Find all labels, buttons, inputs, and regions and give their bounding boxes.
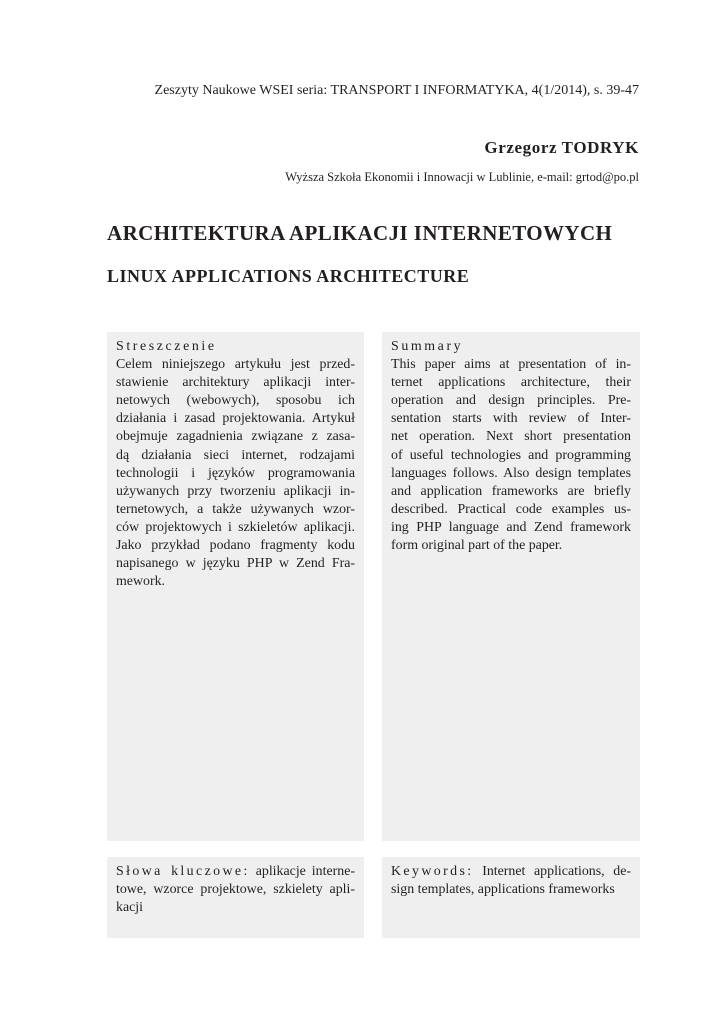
abstract-english-line: languages follows. Also design templates	[391, 465, 631, 481]
keywords-polish-heading: Słowa kluczowe:	[116, 864, 250, 879]
keywords-english-text: Internet applications, de-	[473, 864, 631, 879]
abstract-polish-box	[107, 332, 364, 841]
keywords-polish-text: aplikacje interne-	[249, 864, 355, 879]
abstract-polish-line: napisanego w języku PHP w Zend Fra-	[116, 556, 355, 572]
abstract-polish-line: technologii i języków programowania	[116, 465, 355, 481]
keywords-polish-box	[107, 857, 364, 938]
abstract-polish-line: dą działania sieci internet, rodzajami	[116, 447, 355, 463]
abstract-english-box	[382, 332, 640, 841]
abstract-polish-line: ców projektowych i szkieletów aplikacji.	[116, 519, 355, 535]
keywords-english-line: sign templates, applications frameworks	[391, 882, 615, 898]
abstract-english-line: This paper aims at presentation of in-	[391, 357, 631, 373]
article-title-english: LINUX APPLICATIONS ARCHITECTURE	[107, 266, 470, 286]
author-name: Grzegorz TODRYK	[484, 138, 639, 157]
keywords-english-line	[391, 863, 631, 881]
abstract-english-line: ing PHP language and Zend framework	[391, 519, 631, 535]
abstract-polish-line: Jako przykład podano fragmenty kodu	[116, 538, 355, 554]
author-affiliation: Wyższa Szkoła Ekonomii i Innowacji w Lublinie, e-mail: grtod@po.pl	[285, 170, 639, 184]
abstract-english-heading: Summary	[391, 339, 464, 354]
abstract-polish-line: Celem niniejszego artykułu jest przed-	[116, 357, 355, 373]
abstract-english-line: ternet applications architecture, their	[391, 375, 631, 391]
keywords-english-box	[382, 857, 640, 938]
abstract-polish-heading: Streszczenie	[116, 339, 217, 354]
keywords-polish-line	[116, 863, 355, 881]
abstract-english-line: of useful technologies and programming	[391, 447, 631, 463]
journal-citation: Zeszyty Naukowe WSEI seria: TRANSPORT I INFORMATYKA, 4(1/2014), s. 39-47	[154, 83, 639, 98]
article-title-polish: ARCHITEKTURA APLIKACJI INTERNETOWYCH	[107, 221, 613, 245]
abstract-english-line: and application frameworks are briefly	[391, 483, 631, 499]
keywords-polish-line: towe, wzorce projektowe, szkielety apli-	[116, 882, 355, 898]
abstract-english-line: net operation. Next short presentation	[391, 429, 631, 445]
abstract-english-line: form original part of the paper.	[391, 538, 563, 554]
abstract-polish-line: ternetowych, a także używanych wzor-	[116, 501, 355, 517]
abstract-english-line: sentation starts with review of Inter-	[391, 411, 631, 427]
abstract-polish-line: mework.	[116, 574, 165, 590]
abstract-polish-line: działania i zasad projektowania. Artykuł	[116, 411, 355, 427]
abstract-polish-line: stawienie architektury aplikacji inter-	[116, 375, 355, 391]
abstract-polish-line: obejmuje zagadnienia związane z zasa-	[116, 429, 355, 445]
abstract-english-line: described. Practical code examples us-	[391, 501, 631, 517]
keywords-english-heading: Keywords:	[391, 864, 474, 879]
keywords-polish-line: kacji	[116, 900, 143, 916]
abstract-polish-line: netowych (webowych), sposobu ich	[116, 393, 355, 409]
abstract-english-line: operation and design principles. Pre-	[391, 393, 631, 409]
abstract-polish-line: używanych przy tworzeniu aplikacji in-	[116, 483, 355, 499]
